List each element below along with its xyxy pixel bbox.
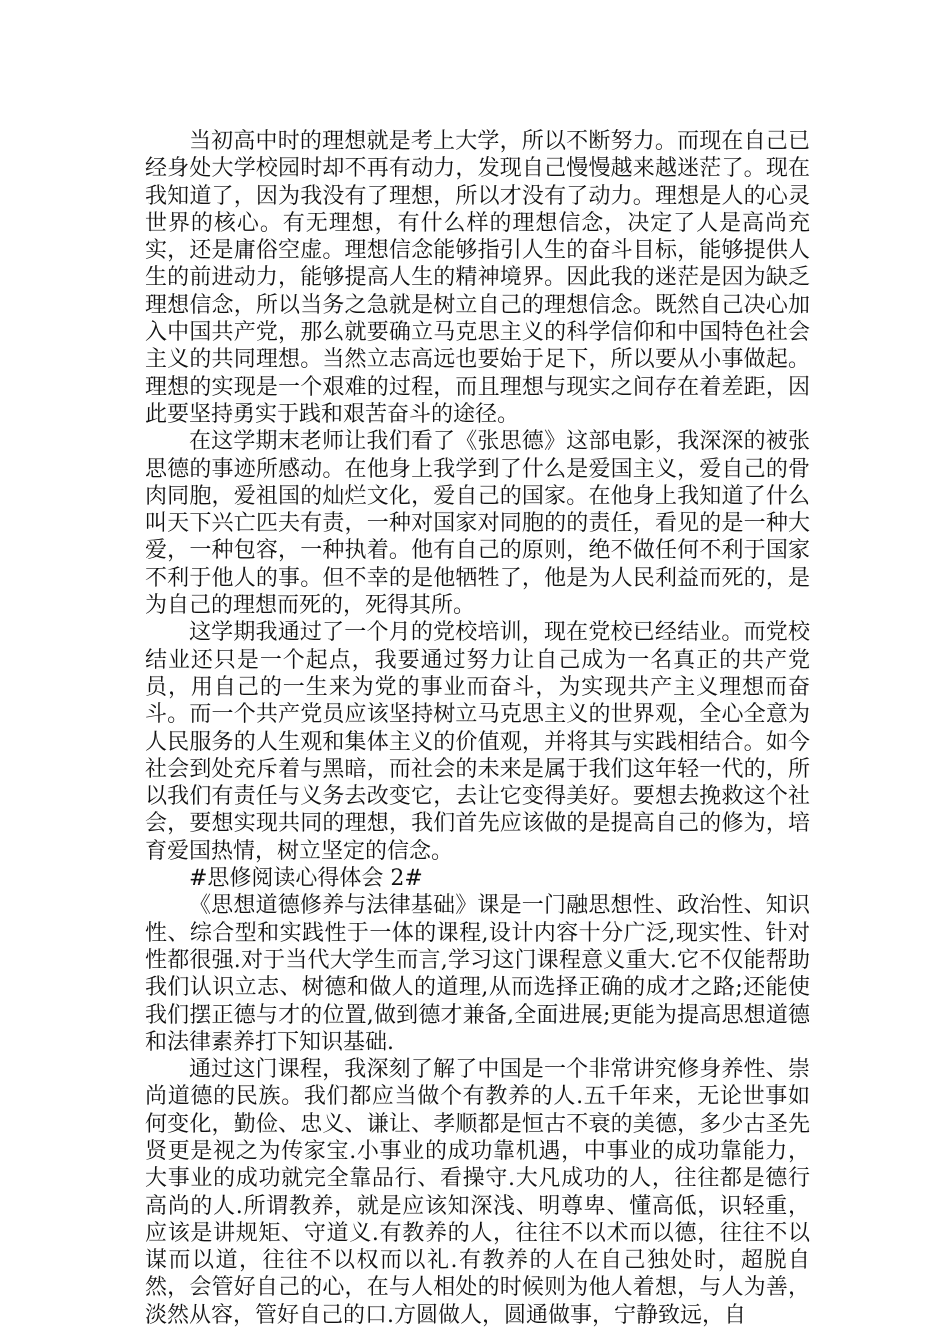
paragraph-party-school: 这学期我通过了一个月的党校培训，现在党校已经结业。而党校结业还只是一个起点，我要通过努力让自己成为一名真正的共产党员，用自己的一生来为党的事业而奋斗，为实现共产主义理想而奋斗。而一个共产党员应该坚持树立马克思主义的世界观，全心全意为人民服务的人生观和集体主义的价值观，并将其与实践相结合。如今社会到处充斥着与黑暗，而社会的未来是属于我们这年轻一代的，所以我们有责任与义务去改变它，去让它变得美好。要想去挽救这个社会，要想实现共同的理想，我们首先应该做的是提高自己的修为，培育爱国热情，树立坚定的信念。 — [145, 620, 810, 864]
document-body — [145, 128, 810, 1329]
paragraph-zhang-side: 在这学期末老师让我们看了《张思德》这部电影，我深深的被张思德的事迹所感动。在他身上我学到了什么是爱国主义，爱自己的骨肉同胞，爱祖国的灿烂文化，爱自己的国家。在他身上我知道了什么叫天下兴亡匹夫有责，一种对国家对同胞的的责任，看见的是一种大爱，一种包容，一种执着。他有自己的原则，绝不做任何不利于国家不利于他人的事。但不幸的是他牺牲了，他是为人民利益而死的，是为自己的理想而死的，死得其所。 — [145, 429, 810, 619]
paragraph-course-intro: 《思想道德修养与法律基础》课是一门融思想性、政治性、知识性、综合型和实践性于一体的课程,设计内容十分广泛,现实性、针对性都很强.对于当代大学生而言,学习这门课程意义重大.它不仅能帮助我们认识立志、树德和做人的道理,从而选择正确的成才之路;还能使我们摆正德与才的位置,做到德才兼备,全面进展;更能为提高思想道德和法律素养打下知识基础. — [145, 893, 810, 1055]
paragraph-ideals: 当初高中时的理想就是考上大学，所以不断努力。而现在自己已经身处大学校园时却不再有动力，发现自己慢慢越来越迷茫了。现在我知道了，因为我没有了理想，所以才没有了动力。理想是人的心灵世界的核心。有无理想，有什么样的理想信念，决定了人是高尚充实，还是庸俗空虚。理想信念能够指引人生的奋斗目标，能够提供人生的前进动力，能够提高人生的精神境界。因此我的迷茫是因为缺乏理想信念，所以当务之急就是树立自己的理想信念。既然自己决心加入中国共产党，那么就要确立马克思主义的科学信仰和中国特色社会主义的共同理想。当然立志高远也要始于足下，所以要从小事做起。理想的实现是一个艰难的过程，而且理想与现实之间存在着差距，因此要坚持勇实于践和艰苦奋斗的途径。 — [145, 129, 810, 427]
paragraph-cultivation: 通过这门课程，我深刻了解了中国是一个非常讲究修身养性、崇尚道德的民族。我们都应当做个有教养的人.五千年来，无论世事如何变化，勤俭、忠义、谦让、孝顺都是恒古不衰的美德，多少古圣先贤更是视之为传家宝.小事业的成功靠机遇，中事业的成功靠能力，大事业的成功就完全靠品行、看操守.大凡成功的人，往往都是德行高尚的人.所谓教养，就是应该知深浅、明尊卑、懂高低，识轻重，应该是讲规矩、守道义.有教养的人，往往不以术而以德，往往不以谋而以道，往往不以权而以礼.有教养的人在自己独处时，超脱自然，会管好自己的心，在与人相处的时候则为他人着想，与人为善，淡然从容，管好自己的口.方圆做人，圆通做事，宁静致远，自 — [145, 1057, 810, 1328]
section-heading: #思修阅读心得体会 2# — [189, 866, 423, 892]
